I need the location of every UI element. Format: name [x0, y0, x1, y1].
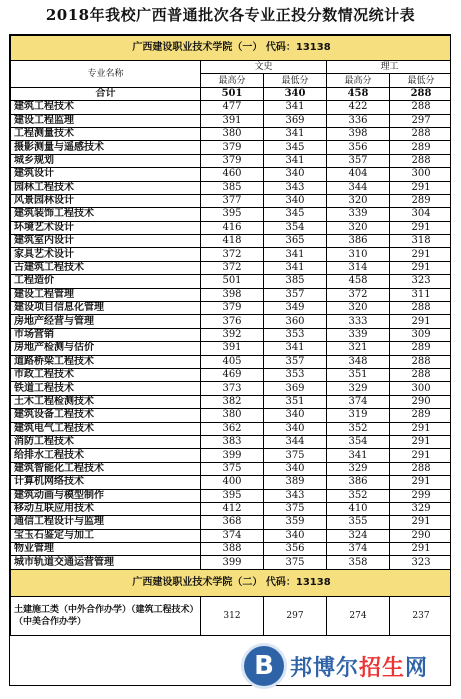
score-cell: 375: [264, 502, 327, 515]
table-row: [11, 208, 452, 221]
major-name: 建设项目信息化管理: [11, 302, 201, 315]
table-row: [11, 114, 452, 127]
major-name: 建筑智能化工程技术: [11, 462, 201, 475]
table-row: [11, 235, 452, 248]
major-name: 建筑动画与模型制作: [11, 489, 201, 502]
score-cell: 329: [327, 382, 390, 395]
score-cell: 341: [264, 101, 327, 114]
major-name: 工程造价: [11, 275, 201, 288]
score-cell: 372: [201, 261, 264, 274]
score-cell: 382: [201, 395, 264, 408]
score-cell: 391: [201, 342, 264, 355]
table-row: [11, 154, 452, 167]
score-cell: 344: [264, 435, 327, 448]
score-cell: 395: [201, 208, 264, 221]
major-name: 土建施工类（中外合作办学）（建筑工程技术）（中美合作办学）: [11, 596, 201, 635]
score-cell: 343: [264, 489, 327, 502]
major-name: 建筑工程技术: [11, 101, 201, 114]
score-cell: 339: [327, 328, 390, 341]
score-cell: 321: [327, 342, 390, 355]
major-name: 铁道工程技术: [11, 382, 201, 395]
score-cell: 359: [264, 516, 327, 529]
score-cell: 410: [327, 502, 390, 515]
table-row: [11, 543, 452, 556]
total-row: [11, 87, 452, 100]
score-cell: 237: [390, 596, 452, 635]
score-cell: 379: [201, 141, 264, 154]
major-name: 房地产经营与管理: [11, 315, 201, 328]
score-cell: 291: [390, 248, 452, 261]
major-name: 古建筑工程技术: [11, 261, 201, 274]
header-liberal-min: 最低分: [264, 74, 327, 87]
score-cell: 333: [327, 315, 390, 328]
major-name: 建筑设备工程技术: [11, 409, 201, 422]
score-cell: 477: [201, 101, 264, 114]
score-cell: 291: [390, 261, 452, 274]
score-cell: 304: [390, 208, 452, 221]
table-row: [11, 355, 452, 368]
score-cell: 288: [390, 127, 452, 140]
table-row: [11, 489, 452, 502]
table-row: [11, 422, 452, 435]
score-cell: 360: [264, 315, 327, 328]
score-cell: 289: [390, 194, 452, 207]
watermark-text-c: 网: [405, 655, 429, 681]
score-cell: 351: [264, 395, 327, 408]
score-cell: 369: [264, 114, 327, 127]
score-cell: 458: [327, 275, 390, 288]
score-cell: 323: [390, 556, 452, 569]
score-cell: 501: [201, 275, 264, 288]
table-row: [11, 221, 452, 234]
score-cell: 339: [327, 208, 390, 221]
score-cell: 291: [390, 315, 452, 328]
score-cell: 274: [327, 596, 390, 635]
header-science-max: 最高分: [327, 74, 390, 87]
score-cell: 352: [327, 422, 390, 435]
score-cell: 357: [264, 355, 327, 368]
score-cell: 398: [201, 288, 264, 301]
table-row: [11, 435, 452, 448]
score-cell: 340: [264, 194, 327, 207]
table-row: [11, 315, 452, 328]
score-cell: 291: [390, 422, 452, 435]
score-cell: 291: [390, 181, 452, 194]
score-cell: 291: [390, 449, 452, 462]
header-science: 理工: [327, 61, 452, 74]
score-cell: 288: [390, 368, 452, 381]
score-cell: 405: [201, 355, 264, 368]
score-cell: 291: [390, 221, 452, 234]
score-cell: 314: [327, 261, 390, 274]
score-cell: 340: [264, 409, 327, 422]
score-cell: 355: [327, 516, 390, 529]
score-cell: 344: [327, 181, 390, 194]
score-table-frame: [9, 34, 451, 686]
score-cell: 289: [390, 409, 452, 422]
major-name: 市场营销: [11, 328, 201, 341]
score-cell: 340: [264, 462, 327, 475]
major-name: 移动互联应用技术: [11, 502, 201, 515]
score-cell: 289: [390, 342, 452, 355]
score-cell: 354: [327, 435, 390, 448]
major-name: 道路桥梁工程技术: [11, 355, 201, 368]
score-cell: 300: [390, 168, 452, 181]
major-name: 建筑室内设计: [11, 235, 201, 248]
section-banner-2: [11, 569, 452, 596]
major-name: 市政工程技术: [11, 368, 201, 381]
score-cell: 362: [201, 422, 264, 435]
score-cell: 320: [327, 194, 390, 207]
score-cell: 416: [201, 221, 264, 234]
table-row: [11, 502, 452, 515]
total-science-max: 458: [327, 87, 390, 100]
score-cell: 343: [264, 181, 327, 194]
score-cell: 320: [327, 221, 390, 234]
score-cell: 356: [264, 543, 327, 556]
table-row: [11, 127, 452, 140]
major-name: 给排水工程技术: [11, 449, 201, 462]
score-cell: 399: [201, 556, 264, 569]
score-cell: 379: [201, 154, 264, 167]
major-name: 城市轨道交通运营管理: [11, 556, 201, 569]
score-cell: 311: [390, 288, 452, 301]
score-cell: 288: [390, 101, 452, 114]
score-cell: 404: [327, 168, 390, 181]
major-name: 建设工程管理: [11, 288, 201, 301]
score-cell: 375: [264, 449, 327, 462]
score-cell: 291: [390, 476, 452, 489]
header-liberal: 文史: [201, 61, 327, 74]
table-row: [11, 395, 452, 408]
score-cell: 386: [327, 235, 390, 248]
score-cell: 345: [264, 141, 327, 154]
score-cell: 389: [264, 476, 327, 489]
score-cell: 309: [390, 328, 452, 341]
score-cell: 376: [201, 315, 264, 328]
score-cell: 353: [264, 368, 327, 381]
score-cell: 368: [201, 516, 264, 529]
table-row: [11, 529, 452, 542]
score-cell: 399: [201, 449, 264, 462]
score-cell: 345: [264, 208, 327, 221]
score-cell: 348: [327, 355, 390, 368]
score-cell: 395: [201, 489, 264, 502]
total-liberal-min: 340: [264, 87, 327, 100]
score-cell: 374: [327, 395, 390, 408]
total-label: 合计: [11, 87, 201, 100]
score-cell: 354: [264, 221, 327, 234]
score-cell: 341: [264, 342, 327, 355]
major-name: 宝玉石鉴定与加工: [11, 529, 201, 542]
score-cell: 318: [390, 235, 452, 248]
score-cell: 392: [201, 328, 264, 341]
watermark-text-b: 招生: [359, 655, 406, 681]
score-cell: 312: [201, 596, 264, 635]
score-cell: 290: [390, 395, 452, 408]
major-name: 房地产检测与估价: [11, 342, 201, 355]
score-cell: 460: [201, 168, 264, 181]
score-cell: 356: [327, 141, 390, 154]
table-row: [11, 302, 452, 315]
score-cell: 373: [201, 382, 264, 395]
score-cell: 289: [390, 141, 452, 154]
table-row: [11, 476, 452, 489]
table-row: [11, 328, 452, 341]
section-banner-2-text: 广西建设职业技术学院（二） 代码：13138: [11, 569, 452, 596]
score-cell: 341: [327, 449, 390, 462]
section-banner-text: 广西建设职业技术学院（一） 代码：13138: [11, 36, 452, 61]
score-cell: 398: [327, 127, 390, 140]
major-name: 建设工程监理: [11, 114, 201, 127]
table-row: [11, 368, 452, 381]
section-banner: [11, 36, 452, 61]
score-cell: 357: [264, 288, 327, 301]
score-cell: 380: [201, 409, 264, 422]
table-row: [11, 261, 452, 274]
score-cell: 469: [201, 368, 264, 381]
score-cell: 365: [264, 235, 327, 248]
score-cell: 400: [201, 476, 264, 489]
score-cell: 352: [327, 489, 390, 502]
score-cell: 299: [390, 489, 452, 502]
score-cell: 374: [327, 543, 390, 556]
score-cell: 291: [390, 435, 452, 448]
header-science-min: 最低分: [390, 74, 452, 87]
score-cell: 388: [201, 543, 264, 556]
score-cell: 369: [264, 382, 327, 395]
score-cell: 372: [327, 288, 390, 301]
major-name: 计算机网络技术: [11, 476, 201, 489]
score-cell: 351: [327, 368, 390, 381]
table-row: [11, 168, 452, 181]
score-cell: 412: [201, 502, 264, 515]
score-cell: 385: [264, 275, 327, 288]
score-cell: 391: [201, 114, 264, 127]
score-cell: 291: [390, 543, 452, 556]
score-cell: 340: [264, 168, 327, 181]
table-row: [11, 342, 452, 355]
major-name: 通信工程设计与监理: [11, 516, 201, 529]
score-cell: 374: [201, 529, 264, 542]
table-row: [11, 288, 452, 301]
table-row: [11, 449, 452, 462]
score-cell: 290: [390, 529, 452, 542]
major-name: 城乡规划: [11, 154, 201, 167]
score-cell: 300: [390, 382, 452, 395]
total-science-min: 288: [390, 87, 452, 100]
score-cell: 357: [327, 154, 390, 167]
document-title: 2018年我校广西普通批次各专业正投分数情况统计表: [45, 6, 416, 24]
major-name: 建筑装饰工程技术: [11, 208, 201, 221]
score-cell: 375: [201, 462, 264, 475]
score-cell: 341: [264, 248, 327, 261]
header-major: 专业名称: [11, 61, 201, 88]
score-cell: 418: [201, 235, 264, 248]
score-cell: 340: [264, 422, 327, 435]
table-row: [11, 382, 452, 395]
table-row: [11, 409, 452, 422]
score-cell: 375: [264, 556, 327, 569]
watermark-logo-icon: B: [244, 646, 284, 686]
watermark-text: [290, 651, 428, 682]
table-row: [11, 516, 452, 529]
score-cell: 319: [327, 409, 390, 422]
score-cell: 377: [201, 194, 264, 207]
score-cell: 380: [201, 127, 264, 140]
score-cell: 288: [390, 355, 452, 368]
score-cell: 379: [201, 302, 264, 315]
major-name: 土木工程检测技术: [11, 395, 201, 408]
table-row: [11, 275, 452, 288]
major-name: 园林工程技术: [11, 181, 201, 194]
major-name: 环境艺术设计: [11, 221, 201, 234]
score-cell: 310: [327, 248, 390, 261]
score-table: [10, 35, 451, 636]
watermark-text-a: 邦博尔: [290, 655, 360, 681]
score-cell: 358: [327, 556, 390, 569]
table-row: [11, 101, 452, 114]
score-cell: 341: [264, 127, 327, 140]
table-row: [11, 181, 452, 194]
table-row: [11, 141, 452, 154]
score-cell: 288: [390, 462, 452, 475]
major-name: 工程测量技术: [11, 127, 201, 140]
major-name: 风景园林设计: [11, 194, 201, 207]
score-cell: 291: [390, 516, 452, 529]
score-cell: 323: [390, 275, 452, 288]
table-row: [11, 194, 452, 207]
score-cell: 329: [327, 462, 390, 475]
header-row-1: [11, 61, 452, 74]
score-cell: 336: [327, 114, 390, 127]
score-cell: 340: [264, 529, 327, 542]
score-cell: 288: [390, 302, 452, 315]
score-cell: 386: [327, 476, 390, 489]
major-name: 家具艺术设计: [11, 248, 201, 261]
table-row: [11, 556, 452, 569]
score-cell: 320: [327, 302, 390, 315]
major-name: 建筑电气工程技术: [11, 422, 201, 435]
score-cell: 329: [390, 502, 452, 515]
score-cell: 422: [327, 101, 390, 114]
table-row: [11, 596, 452, 635]
major-name: 摄影测量与遥感技术: [11, 141, 201, 154]
score-cell: 341: [264, 154, 327, 167]
table-row: [11, 248, 452, 261]
score-cell: 297: [264, 596, 327, 635]
score-cell: 297: [390, 114, 452, 127]
major-name: 消防工程技术: [11, 435, 201, 448]
major-name: 物业管理: [11, 543, 201, 556]
score-cell: 353: [264, 328, 327, 341]
table-row: [11, 462, 452, 475]
score-cell: 385: [201, 181, 264, 194]
score-cell: 349: [264, 302, 327, 315]
total-liberal-max: 501: [201, 87, 264, 100]
score-cell: 341: [264, 261, 327, 274]
score-cell: 324: [327, 529, 390, 542]
site-watermark: [244, 640, 454, 692]
major-name: 建筑设计: [11, 168, 201, 181]
score-cell: 372: [201, 248, 264, 261]
header-liberal-max: 最高分: [201, 74, 264, 87]
score-cell: 383: [201, 435, 264, 448]
score-cell: 288: [390, 154, 452, 167]
